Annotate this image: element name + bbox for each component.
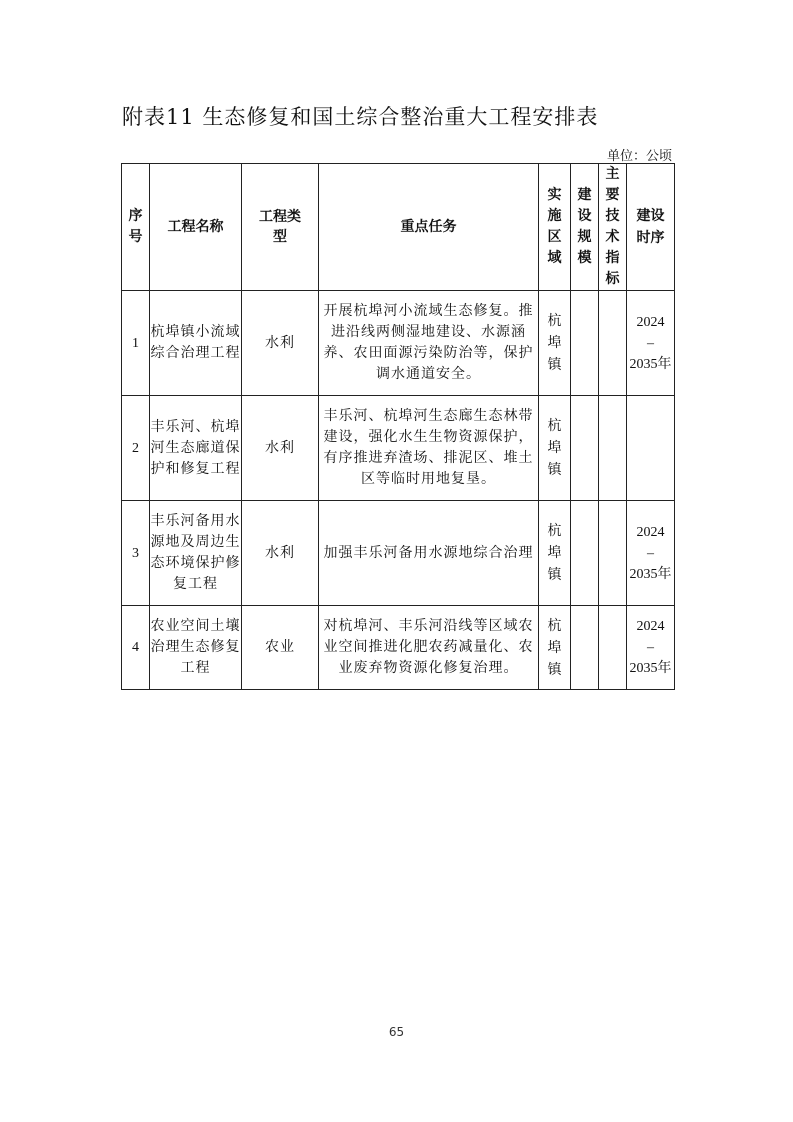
table-row <box>122 501 675 606</box>
cell-area: 杭埠镇 <box>539 291 571 396</box>
cell-indicator <box>599 501 627 606</box>
cell-seq: 4 <box>122 606 150 690</box>
header-type: 工程类型 <box>242 164 319 291</box>
cell-scale <box>571 396 599 501</box>
header-name: 工程名称 <box>150 164 242 291</box>
cell-period: 2024 – 2035年 <box>627 606 675 690</box>
header-seq: 序号 <box>122 164 150 291</box>
cell-task: 丰乐河、杭埠河生态廊生态林带建设，强化水生生物资源保护，有序推进弃渣场、排泥区、堆土区等临时用地复垦。 <box>319 396 539 501</box>
cell-name: 丰乐河、杭埠河生态廊道保护和修复工程 <box>150 396 242 501</box>
cell-type: 水利 <box>242 501 319 606</box>
cell-indicator <box>599 606 627 690</box>
cell-task: 对杭埠河、丰乐河沿线等区域农业空间推进化肥农药减量化、农业废弃物资源化修复治理。 <box>319 606 539 690</box>
table-row <box>122 606 675 690</box>
cell-seq: 2 <box>122 396 150 501</box>
header-period: 建设时序 <box>627 164 675 291</box>
cell-area: 杭埠镇 <box>539 396 571 501</box>
cell-indicator <box>599 396 627 501</box>
cell-name: 丰乐河备用水源地及周边生态环境保护修复工程 <box>150 501 242 606</box>
table-row <box>122 396 675 501</box>
cell-scale <box>571 606 599 690</box>
cell-task: 加强丰乐河备用水源地综合治理 <box>319 501 539 606</box>
cell-type: 水利 <box>242 396 319 501</box>
unit-label: 单位：公顷 <box>606 149 672 164</box>
project-table <box>121 163 675 690</box>
cell-period: 2024 – 2035年 <box>627 291 675 396</box>
cell-type: 农业 <box>242 606 319 690</box>
cell-name: 杭埠镇小流域综合治理工程 <box>150 291 242 396</box>
header-area: 实施区域 <box>539 164 571 291</box>
cell-area: 杭埠镇 <box>539 606 571 690</box>
table-header-row <box>122 164 675 291</box>
cell-seq: 1 <box>122 291 150 396</box>
cell-period <box>627 396 675 501</box>
cell-area: 杭埠镇 <box>539 501 571 606</box>
header-indicator: 主要技术指标 <box>599 164 627 291</box>
table-row <box>122 291 675 396</box>
cell-period: 2024 – 2035年 <box>627 501 675 606</box>
page-number: 65 <box>388 1025 405 1039</box>
cell-type: 水利 <box>242 291 319 396</box>
table-title: 附表11 生态修复和国土综合整治重大工程安排表 <box>122 105 599 129</box>
cell-indicator <box>599 291 627 396</box>
cell-task: 开展杭埠河小流域生态修复。推进沿线两侧湿地建设、水源涵养、农田面源污染防治等，保护调水通道安全。 <box>319 291 539 396</box>
header-scale: 建设规模 <box>571 164 599 291</box>
cell-seq: 3 <box>122 501 150 606</box>
header-task: 重点任务 <box>319 164 539 291</box>
cell-scale <box>571 501 599 606</box>
cell-name: 农业空间土壤治理生态修复工程 <box>150 606 242 690</box>
cell-scale <box>571 291 599 396</box>
